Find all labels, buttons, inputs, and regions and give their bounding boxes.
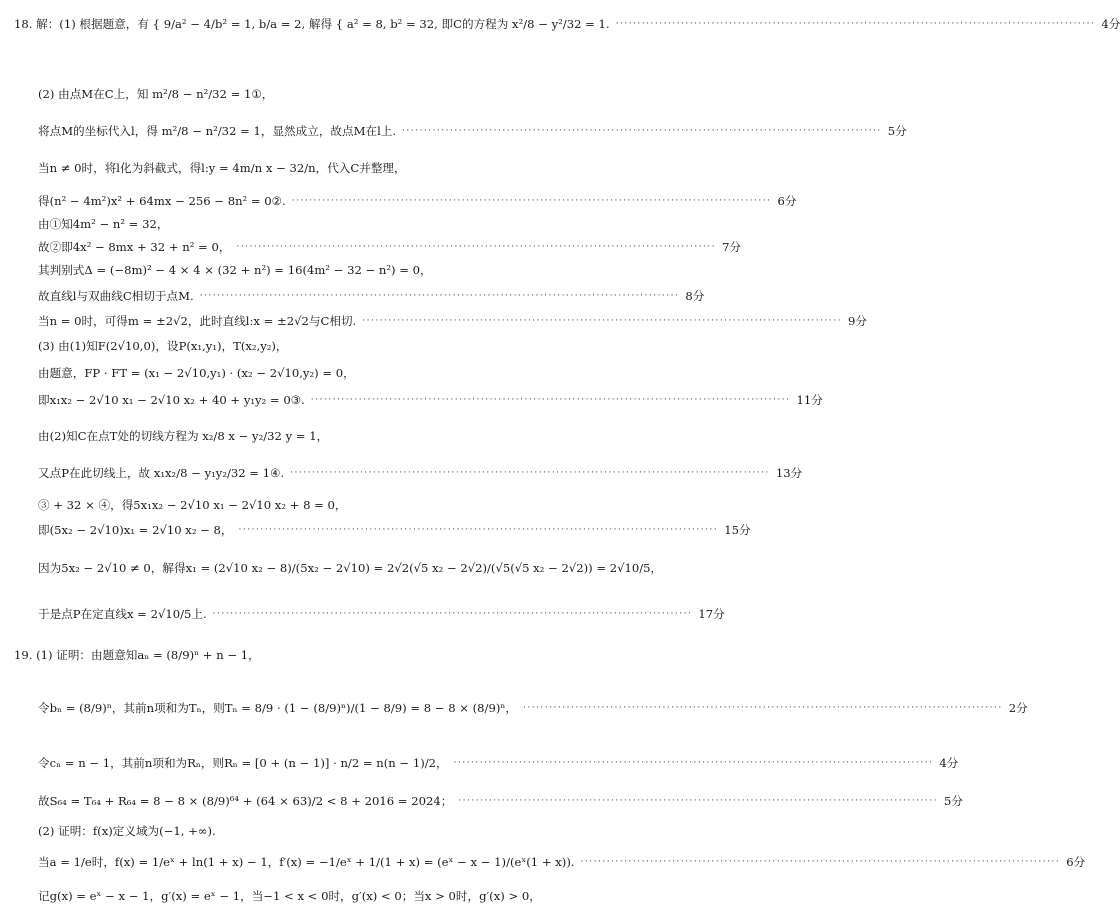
solution-line bbox=[0, 16, 1120, 32]
score-label: 11分 bbox=[796, 393, 823, 407]
solution-line bbox=[0, 262, 692, 278]
solution-text: 令bₙ = (8/9)ⁿ，其前n项和为Tₙ，则Tₙ = 8/9 · (1 − (8/9)ⁿ)/(1 − 8/9) = 8 − 8 × (8/9)ⁿ， bbox=[38, 701, 517, 715]
leader-dots: ·············································································································· bbox=[212, 609, 693, 619]
score-label: 9分 bbox=[847, 314, 867, 328]
solution-line bbox=[0, 193, 797, 209]
solution-text: 故直线l与双曲线C相切于点M. bbox=[38, 289, 194, 303]
score-label: 15分 bbox=[724, 523, 751, 537]
solution-line bbox=[0, 123, 907, 139]
solution-line bbox=[0, 392, 823, 408]
score-label: 13分 bbox=[775, 466, 803, 480]
solution-line bbox=[0, 288, 705, 304]
solution-line bbox=[0, 497, 692, 513]
solution-line bbox=[0, 606, 725, 622]
solution-text: 将点M的坐标代入l，得 m²/8 − n²/32 = 1，显然成立，故点M在l上. bbox=[38, 124, 397, 138]
leader-dots: ·············································································································· bbox=[522, 703, 1003, 713]
solution-text: 由①知4m² − n² = 32， bbox=[38, 217, 169, 231]
leader-dots: ·············································································································· bbox=[310, 395, 791, 405]
solution-text: 18. 解：(1) 根据题意，有 { 9/a² − 4/b² = 1, b/a = 2, 解得 { a² = 8, b² = 32, 即C的方程为 x²/8 − y²/32 = 1. bbox=[14, 17, 610, 31]
score-label: 6分 bbox=[777, 194, 797, 208]
solution-line bbox=[0, 313, 867, 329]
leader-dots: ·············································································································· bbox=[236, 242, 717, 252]
solution-text: 即x₁x₂ − 2√10 x₁ − 2√10 x₂ + 40 + y₁y₂ = 0③. bbox=[38, 393, 305, 407]
solution-line bbox=[0, 338, 692, 354]
solution-text: 当n = 0时，可得m = ±2√2，此时直线l:x = ±2√2与C相切. bbox=[38, 314, 357, 328]
solution-line bbox=[0, 428, 692, 444]
leader-dots: ·············································································································· bbox=[458, 796, 939, 806]
solution-text: 又点P在此切线上，故 x₁x₂/8 − y₁y₂/32 = 1④. bbox=[38, 466, 285, 480]
score-label: 8分 bbox=[685, 289, 705, 303]
solution-text: 当n ≠ 0时，将l化为斜截式，得l:y = 4m/n x − 32/n，代入C并整理， bbox=[38, 161, 406, 175]
solution-line bbox=[0, 86, 692, 102]
solution-text: 故②即4x² − 8mx + 32 + n² = 0， bbox=[38, 240, 231, 254]
solution-line bbox=[0, 365, 692, 381]
leader-dots: ·············································································································· bbox=[453, 758, 934, 768]
solution-text: (2) 由点M在C上，知 m²/8 − n²/32 = 1①， bbox=[38, 87, 274, 101]
solution-line bbox=[0, 647, 692, 663]
leader-dots: ·············································································································· bbox=[580, 857, 1061, 867]
score-label: 17分 bbox=[698, 607, 725, 621]
solution-text: 于是点P在定直线x = 2√10/5上. bbox=[38, 607, 207, 621]
solution-line bbox=[0, 793, 963, 809]
solution-line bbox=[0, 700, 1028, 716]
score-label: 7分 bbox=[722, 240, 742, 254]
leader-dots: ·············································································································· bbox=[238, 525, 719, 535]
leader-dots: ·············································································································· bbox=[615, 19, 1096, 29]
score-label: 2分 bbox=[1008, 701, 1028, 715]
solution-line bbox=[0, 854, 1086, 870]
solution-text: 即(5x₂ − 2√10)x₁ = 2√10 x₂ − 8， bbox=[38, 523, 233, 537]
solution-text: (3) 由(1)知F(2√10,0)，设P(x₁,y₁)，T(x₂,y₂)， bbox=[38, 339, 288, 353]
solution-text: 记g(x) = eˣ − x − 1，g′(x) = eˣ − 1，当−1 < x < 0时，g′(x) < 0；当x > 0时，g′(x) > 0， bbox=[38, 889, 541, 903]
score-label: 4分 bbox=[939, 756, 959, 770]
score-label: 5分 bbox=[887, 124, 907, 138]
leader-dots: ·············································································································· bbox=[362, 316, 842, 326]
solution-line bbox=[0, 560, 692, 576]
solution-line bbox=[0, 522, 751, 538]
leader-dots: ·············································································································· bbox=[199, 291, 680, 301]
solution-text: 由(2)知C在点T处的切线方程为 x₂/8 x − y₂/32 y = 1， bbox=[38, 429, 329, 443]
score-label: 4分 bbox=[1101, 17, 1120, 31]
solution-text: ③ + 32 × ④，得5x₁x₂ − 2√10 x₁ − 2√10 x₂ + 8 = 0， bbox=[38, 498, 347, 512]
solution-text: 令cₙ = n − 1，其前n项和为Rₙ，则Rₙ = [0 + (n − 1)] · n/2 = n(n − 1)/2， bbox=[38, 756, 448, 770]
leader-dots: ·············································································································· bbox=[402, 126, 882, 136]
solution-line bbox=[0, 823, 692, 839]
leader-dots: ·············································································································· bbox=[291, 196, 772, 206]
solution-line bbox=[0, 216, 692, 232]
solution-text: 19. (1) 证明：由题意知aₙ = (8/9)ⁿ + n − 1， bbox=[14, 648, 260, 662]
solution-line bbox=[0, 160, 692, 176]
solution-text: 其判别式Δ = (−8m)² − 4 × 4 × (32 + n²) = 16(4m² − 32 − n²) = 0， bbox=[38, 263, 432, 277]
solution-line bbox=[0, 239, 742, 255]
leader-dots: ·············································································································· bbox=[290, 468, 770, 478]
solution-line bbox=[0, 755, 959, 771]
solution-text: 由题意，FP · FT = (x₁ − 2√10,y₁) · (x₂ − 2√10,y₂) = 0， bbox=[38, 366, 355, 380]
solution-line bbox=[0, 465, 803, 481]
solution-text: 因为5x₂ − 2√10 ≠ 0，解得x₁ = (2√10 x₂ − 8)/(5x₂ − 2√10) = 2√2(√5 x₂ − 2√2)/(√5(√5 x₂ − 2√2)) = 2√10/5， bbox=[38, 561, 663, 575]
solution-text: (2) 证明：f(x)定义域为(−1, +∞). bbox=[38, 824, 216, 838]
score-label: 5分 bbox=[944, 794, 963, 808]
solution-text: 当a = 1/e时，f(x) = 1/eˣ + ln(1 + x) − 1，f′(x) = −1/eˣ + 1/(1 + x) = (eˣ − x − 1)/(eˣ(1 + x)). bbox=[38, 855, 575, 869]
solution-text: 故S₆₄ = T₆₄ + R₆₄ = 8 − 8 × (8/9)⁶⁴ + (64 × 63)/2 < 8 + 2016 = 2024； bbox=[38, 794, 453, 808]
score-label: 6分 bbox=[1066, 855, 1086, 869]
solution-text: 得(n² − 4m²)x² + 64mx − 256 − 8n² = 0②. bbox=[38, 194, 286, 208]
solution-line bbox=[0, 888, 692, 904]
